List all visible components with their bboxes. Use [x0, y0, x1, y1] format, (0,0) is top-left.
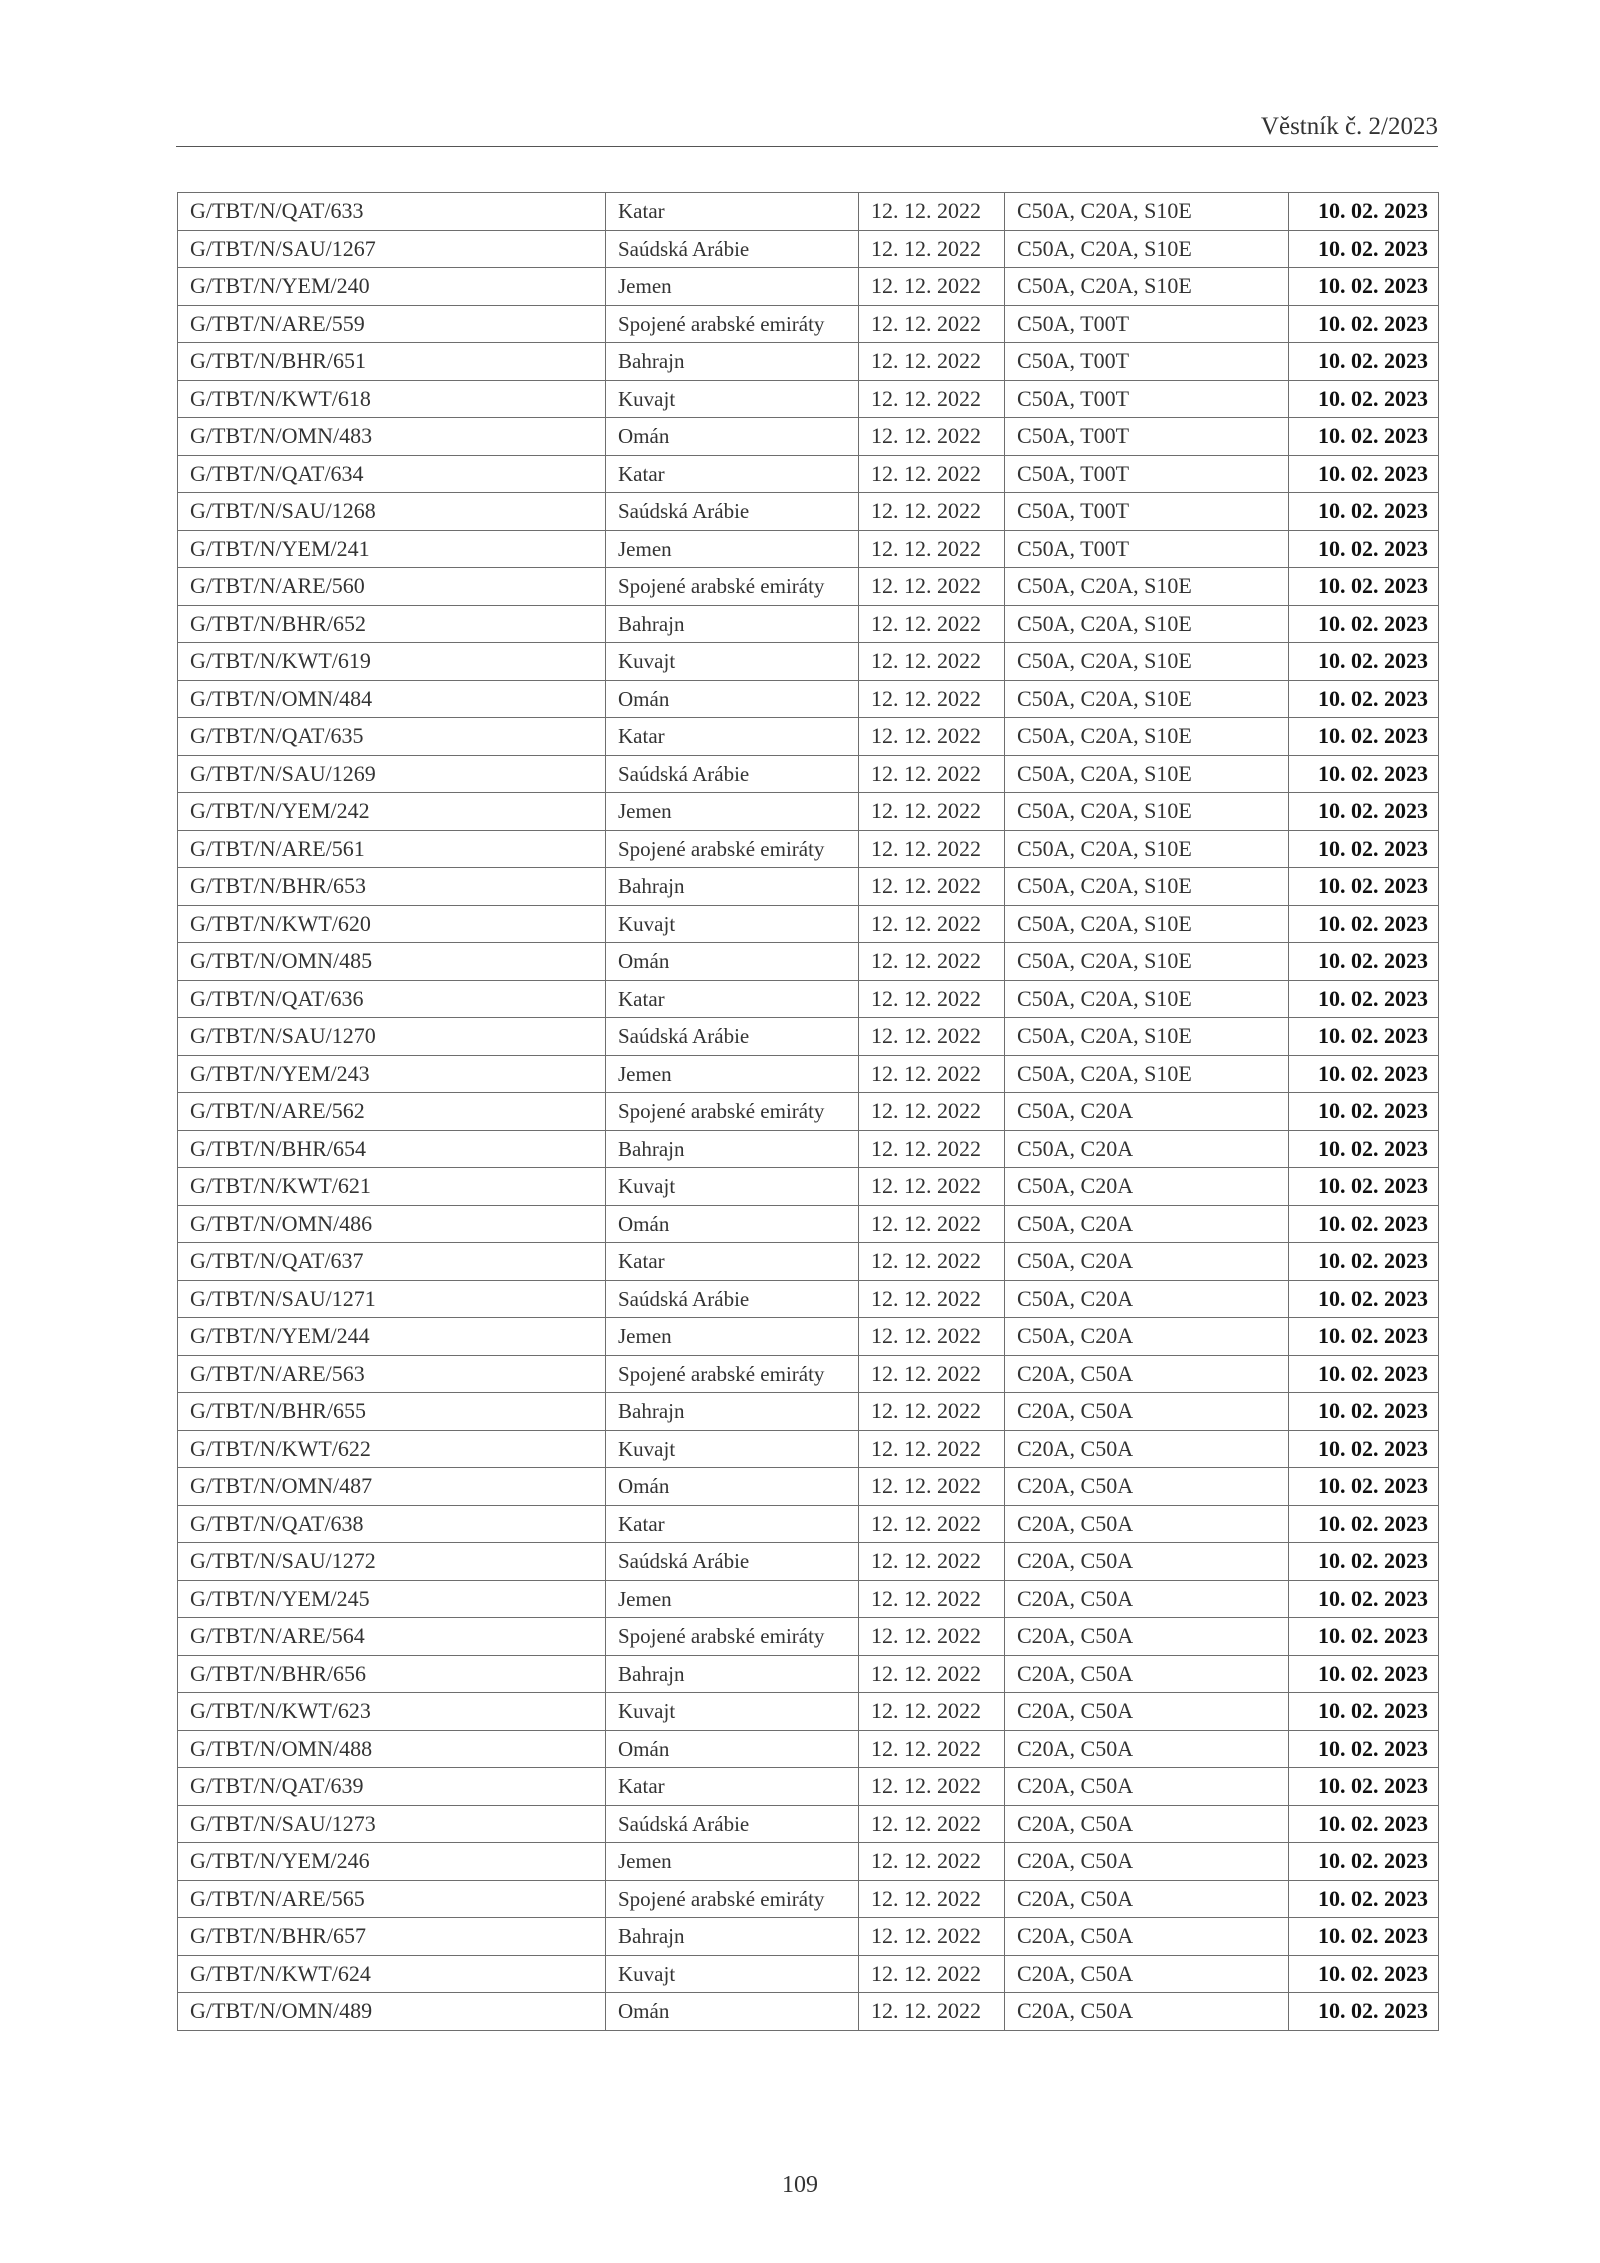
ics-codes: C20A, C50A: [1005, 1768, 1289, 1806]
notification-date: 12. 12. 2022: [859, 1130, 1005, 1168]
table-row: [178, 980, 1439, 1018]
notification-symbol: G/TBT/N/SAU/1268: [178, 493, 606, 531]
notification-symbol: G/TBT/N/ARE/563: [178, 1355, 606, 1393]
notification-symbol: G/TBT/N/ARE/561: [178, 830, 606, 868]
notification-symbol: G/TBT/N/KWT/620: [178, 905, 606, 943]
ics-codes: C50A, T00T: [1005, 418, 1289, 456]
comment-deadline: 10. 02. 2023: [1289, 718, 1439, 756]
notifications-table-body: [178, 193, 1439, 2031]
ics-codes: C20A, C50A: [1005, 1505, 1289, 1543]
page-number: 109: [782, 2172, 818, 2198]
ics-codes: C50A, C20A: [1005, 1280, 1289, 1318]
notification-date: 12. 12. 2022: [859, 1205, 1005, 1243]
notification-symbol: G/TBT/N/YEM/242: [178, 793, 606, 831]
ics-codes: C20A, C50A: [1005, 1918, 1289, 1956]
comment-deadline: 10. 02. 2023: [1289, 1768, 1439, 1806]
notification-symbol: G/TBT/N/QAT/635: [178, 718, 606, 756]
comment-deadline: 10. 02. 2023: [1289, 1655, 1439, 1693]
ics-codes: C50A, C20A, S10E: [1005, 680, 1289, 718]
table-row: [178, 1093, 1439, 1131]
notification-symbol: G/TBT/N/SAU/1272: [178, 1543, 606, 1581]
notification-symbol: G/TBT/N/KWT/619: [178, 643, 606, 681]
table-row: [178, 1505, 1439, 1543]
comment-deadline: 10. 02. 2023: [1289, 1355, 1439, 1393]
ics-codes: C50A, C20A, S10E: [1005, 1055, 1289, 1093]
member-country: Spojené arabské emiráty: [606, 1618, 859, 1656]
table-row: [178, 380, 1439, 418]
notification-date: 12. 12. 2022: [859, 980, 1005, 1018]
member-country: Saúdská Arábie: [606, 1543, 859, 1581]
member-country: Jemen: [606, 1843, 859, 1881]
notification-symbol: G/TBT/N/QAT/633: [178, 193, 606, 231]
notification-date: 12. 12. 2022: [859, 193, 1005, 231]
table-row: [178, 1243, 1439, 1281]
ics-codes: C50A, T00T: [1005, 305, 1289, 343]
table-row: [178, 530, 1439, 568]
notification-symbol: G/TBT/N/BHR/654: [178, 1130, 606, 1168]
notification-date: 12. 12. 2022: [859, 1243, 1005, 1281]
table-row: [178, 1655, 1439, 1693]
comment-deadline: 10. 02. 2023: [1289, 1955, 1439, 1993]
notification-symbol: G/TBT/N/QAT/638: [178, 1505, 606, 1543]
comment-deadline: 10. 02. 2023: [1289, 1018, 1439, 1056]
ics-codes: C50A, C20A, S10E: [1005, 718, 1289, 756]
comment-deadline: 10. 02. 2023: [1289, 1993, 1439, 2031]
member-country: Saúdská Arábie: [606, 493, 859, 531]
notification-symbol: G/TBT/N/YEM/241: [178, 530, 606, 568]
ics-codes: C20A, C50A: [1005, 1993, 1289, 2031]
ics-codes: C50A, T00T: [1005, 343, 1289, 381]
notification-symbol: G/TBT/N/ARE/560: [178, 568, 606, 606]
member-country: Katar: [606, 718, 859, 756]
comment-deadline: 10. 02. 2023: [1289, 1880, 1439, 1918]
member-country: Bahrajn: [606, 1130, 859, 1168]
notification-date: 12. 12. 2022: [859, 1805, 1005, 1843]
notification-symbol: G/TBT/N/BHR/657: [178, 1918, 606, 1956]
comment-deadline: 10. 02. 2023: [1289, 1693, 1439, 1731]
table-row: [178, 718, 1439, 756]
table-row: [178, 868, 1439, 906]
comment-deadline: 10. 02. 2023: [1289, 830, 1439, 868]
comment-deadline: 10. 02. 2023: [1289, 530, 1439, 568]
member-country: Kuvajt: [606, 643, 859, 681]
notification-date: 12. 12. 2022: [859, 1693, 1005, 1731]
table-row: [178, 230, 1439, 268]
notification-date: 12. 12. 2022: [859, 305, 1005, 343]
comment-deadline: 10. 02. 2023: [1289, 643, 1439, 681]
notification-date: 12. 12. 2022: [859, 943, 1005, 981]
notification-symbol: G/TBT/N/BHR/656: [178, 1655, 606, 1693]
member-country: Omán: [606, 1468, 859, 1506]
ics-codes: C20A, C50A: [1005, 1843, 1289, 1881]
member-country: Bahrajn: [606, 1918, 859, 1956]
comment-deadline: 10. 02. 2023: [1289, 1243, 1439, 1281]
notification-date: 12. 12. 2022: [859, 1768, 1005, 1806]
notification-date: 12. 12. 2022: [859, 905, 1005, 943]
notification-date: 12. 12. 2022: [859, 1505, 1005, 1543]
table-row: [178, 1880, 1439, 1918]
member-country: Spojené arabské emiráty: [606, 1355, 859, 1393]
notification-date: 12. 12. 2022: [859, 418, 1005, 456]
notification-symbol: G/TBT/N/OMN/488: [178, 1730, 606, 1768]
ics-codes: C20A, C50A: [1005, 1430, 1289, 1468]
member-country: Saúdská Arábie: [606, 1280, 859, 1318]
member-country: Omán: [606, 680, 859, 718]
member-country: Kuvajt: [606, 1430, 859, 1468]
notification-date: 12. 12. 2022: [859, 1655, 1005, 1693]
ics-codes: C20A, C50A: [1005, 1543, 1289, 1581]
ics-codes: C50A, T00T: [1005, 493, 1289, 531]
notification-symbol: G/TBT/N/SAU/1269: [178, 755, 606, 793]
notification-symbol: G/TBT/N/ARE/559: [178, 305, 606, 343]
member-country: Saúdská Arábie: [606, 1018, 859, 1056]
notification-date: 12. 12. 2022: [859, 1580, 1005, 1618]
table-row: [178, 343, 1439, 381]
notification-date: 12. 12. 2022: [859, 493, 1005, 531]
member-country: Kuvajt: [606, 1168, 859, 1206]
member-country: Jemen: [606, 793, 859, 831]
member-country: Katar: [606, 980, 859, 1018]
ics-codes: C50A, C20A, S10E: [1005, 268, 1289, 306]
table-row: [178, 643, 1439, 681]
table-row: [178, 830, 1439, 868]
member-country: Jemen: [606, 1580, 859, 1618]
ics-codes: C20A, C50A: [1005, 1955, 1289, 1993]
notification-symbol: G/TBT/N/YEM/243: [178, 1055, 606, 1093]
table-row: [178, 268, 1439, 306]
comment-deadline: 10. 02. 2023: [1289, 1393, 1439, 1431]
notification-symbol: G/TBT/N/BHR/655: [178, 1393, 606, 1431]
ics-codes: C20A, C50A: [1005, 1355, 1289, 1393]
member-country: Spojené arabské emiráty: [606, 305, 859, 343]
table-row: [178, 1280, 1439, 1318]
notification-symbol: G/TBT/N/BHR/652: [178, 605, 606, 643]
comment-deadline: 10. 02. 2023: [1289, 568, 1439, 606]
member-country: Omán: [606, 1730, 859, 1768]
comment-deadline: 10. 02. 2023: [1289, 755, 1439, 793]
notification-date: 12. 12. 2022: [859, 1430, 1005, 1468]
page-header: [176, 112, 1438, 147]
notification-date: 12. 12. 2022: [859, 1843, 1005, 1881]
comment-deadline: 10. 02. 2023: [1289, 905, 1439, 943]
member-country: Spojené arabské emiráty: [606, 568, 859, 606]
notification-symbol: G/TBT/N/SAU/1273: [178, 1805, 606, 1843]
comment-deadline: 10. 02. 2023: [1289, 793, 1439, 831]
notification-symbol: G/TBT/N/SAU/1271: [178, 1280, 606, 1318]
ics-codes: C20A, C50A: [1005, 1805, 1289, 1843]
table-row: [178, 493, 1439, 531]
table-row: [178, 905, 1439, 943]
comment-deadline: 10. 02. 2023: [1289, 1280, 1439, 1318]
notification-date: 12. 12. 2022: [859, 1543, 1005, 1581]
notification-date: 12. 12. 2022: [859, 1018, 1005, 1056]
member-country: Jemen: [606, 530, 859, 568]
member-country: Jemen: [606, 268, 859, 306]
member-country: Jemen: [606, 1055, 859, 1093]
ics-codes: C50A, C20A: [1005, 1243, 1289, 1281]
table-row: [178, 1955, 1439, 1993]
comment-deadline: 10. 02. 2023: [1289, 1918, 1439, 1956]
member-country: Saúdská Arábie: [606, 755, 859, 793]
comment-deadline: 10. 02. 2023: [1289, 943, 1439, 981]
ics-codes: C20A, C50A: [1005, 1618, 1289, 1656]
member-country: Bahrajn: [606, 343, 859, 381]
ics-codes: C50A, C20A, S10E: [1005, 755, 1289, 793]
member-country: Jemen: [606, 1318, 859, 1356]
member-country: Bahrajn: [606, 1393, 859, 1431]
member-country: Omán: [606, 1993, 859, 2031]
member-country: Saúdská Arábie: [606, 230, 859, 268]
ics-codes: C20A, C50A: [1005, 1580, 1289, 1618]
notification-symbol: G/TBT/N/QAT/634: [178, 455, 606, 493]
table-row: [178, 568, 1439, 606]
member-country: Bahrajn: [606, 868, 859, 906]
table-row: [178, 1618, 1439, 1656]
notification-date: 12. 12. 2022: [859, 718, 1005, 756]
comment-deadline: 10. 02. 2023: [1289, 305, 1439, 343]
table-row: [178, 1168, 1439, 1206]
notifications-table: [177, 192, 1439, 2031]
comment-deadline: 10. 02. 2023: [1289, 268, 1439, 306]
member-country: Katar: [606, 455, 859, 493]
ics-codes: C50A, C20A, S10E: [1005, 943, 1289, 981]
ics-codes: C50A, T00T: [1005, 380, 1289, 418]
table-row: [178, 1843, 1439, 1881]
notification-symbol: G/TBT/N/OMN/484: [178, 680, 606, 718]
comment-deadline: 10. 02. 2023: [1289, 1468, 1439, 1506]
notification-symbol: G/TBT/N/YEM/246: [178, 1843, 606, 1881]
notification-symbol: G/TBT/N/YEM/240: [178, 268, 606, 306]
comment-deadline: 10. 02. 2023: [1289, 1130, 1439, 1168]
notification-date: 12. 12. 2022: [859, 755, 1005, 793]
member-country: Omán: [606, 1205, 859, 1243]
table-row: [178, 1730, 1439, 1768]
notification-date: 12. 12. 2022: [859, 1318, 1005, 1356]
comment-deadline: 10. 02. 2023: [1289, 193, 1439, 231]
table-row: [178, 1205, 1439, 1243]
ics-codes: C50A, C20A, S10E: [1005, 1018, 1289, 1056]
member-country: Kuvajt: [606, 1693, 859, 1731]
ics-codes: C50A, C20A: [1005, 1093, 1289, 1131]
member-country: Katar: [606, 1505, 859, 1543]
table-row: [178, 455, 1439, 493]
ics-codes: C50A, C20A, S10E: [1005, 793, 1289, 831]
notification-symbol: G/TBT/N/KWT/624: [178, 1955, 606, 1993]
notification-date: 12. 12. 2022: [859, 1730, 1005, 1768]
notification-date: 12. 12. 2022: [859, 868, 1005, 906]
notification-symbol: G/TBT/N/QAT/636: [178, 980, 606, 1018]
comment-deadline: 10. 02. 2023: [1289, 1730, 1439, 1768]
table-row: [178, 1355, 1439, 1393]
notification-date: 12. 12. 2022: [859, 268, 1005, 306]
notification-symbol: G/TBT/N/KWT/622: [178, 1430, 606, 1468]
ics-codes: C20A, C50A: [1005, 1880, 1289, 1918]
notification-date: 12. 12. 2022: [859, 1993, 1005, 2031]
ics-codes: C50A, T00T: [1005, 455, 1289, 493]
ics-codes: C50A, C20A, S10E: [1005, 868, 1289, 906]
table-row: [178, 1430, 1439, 1468]
comment-deadline: 10. 02. 2023: [1289, 1843, 1439, 1881]
table-row: [178, 1318, 1439, 1356]
member-country: Katar: [606, 1243, 859, 1281]
table-row: [178, 1918, 1439, 1956]
ics-codes: C50A, C20A, S10E: [1005, 643, 1289, 681]
comment-deadline: 10. 02. 2023: [1289, 1168, 1439, 1206]
member-country: Kuvajt: [606, 905, 859, 943]
notification-date: 12. 12. 2022: [859, 1393, 1005, 1431]
table-row: [178, 305, 1439, 343]
notification-date: 12. 12. 2022: [859, 793, 1005, 831]
ics-codes: C50A, C20A, S10E: [1005, 905, 1289, 943]
notification-date: 12. 12. 2022: [859, 1055, 1005, 1093]
notification-date: 12. 12. 2022: [859, 1093, 1005, 1131]
table-row: [178, 605, 1439, 643]
notification-date: 12. 12. 2022: [859, 455, 1005, 493]
comment-deadline: 10. 02. 2023: [1289, 1580, 1439, 1618]
table-row: [178, 1393, 1439, 1431]
table-row: [178, 1580, 1439, 1618]
notification-symbol: G/TBT/N/OMN/483: [178, 418, 606, 456]
comment-deadline: 10. 02. 2023: [1289, 493, 1439, 531]
comment-deadline: 10. 02. 2023: [1289, 1093, 1439, 1131]
table-row: [178, 793, 1439, 831]
notification-date: 12. 12. 2022: [859, 1280, 1005, 1318]
table-row: [178, 1768, 1439, 1806]
ics-codes: C50A, C20A, S10E: [1005, 568, 1289, 606]
table-row: [178, 1018, 1439, 1056]
comment-deadline: 10. 02. 2023: [1289, 868, 1439, 906]
comment-deadline: 10. 02. 2023: [1289, 380, 1439, 418]
comment-deadline: 10. 02. 2023: [1289, 455, 1439, 493]
notification-date: 12. 12. 2022: [859, 1618, 1005, 1656]
ics-codes: C20A, C50A: [1005, 1730, 1289, 1768]
notification-symbol: G/TBT/N/KWT/623: [178, 1693, 606, 1731]
notification-date: 12. 12. 2022: [859, 380, 1005, 418]
member-country: Bahrajn: [606, 1655, 859, 1693]
notification-symbol: G/TBT/N/OMN/486: [178, 1205, 606, 1243]
member-country: Omán: [606, 943, 859, 981]
ics-codes: C50A, C20A: [1005, 1168, 1289, 1206]
ics-codes: C50A, C20A: [1005, 1130, 1289, 1168]
comment-deadline: 10. 02. 2023: [1289, 343, 1439, 381]
table-row: [178, 193, 1439, 231]
ics-codes: C50A, C20A, S10E: [1005, 980, 1289, 1018]
ics-codes: C20A, C50A: [1005, 1468, 1289, 1506]
member-country: Spojené arabské emiráty: [606, 1093, 859, 1131]
comment-deadline: 10. 02. 2023: [1289, 1430, 1439, 1468]
notification-date: 12. 12. 2022: [859, 680, 1005, 718]
notification-symbol: G/TBT/N/QAT/637: [178, 1243, 606, 1281]
member-country: Kuvajt: [606, 1955, 859, 1993]
table-row: [178, 1805, 1439, 1843]
notification-date: 12. 12. 2022: [859, 343, 1005, 381]
member-country: Katar: [606, 193, 859, 231]
ics-codes: C50A, T00T: [1005, 530, 1289, 568]
member-country: Omán: [606, 418, 859, 456]
notification-symbol: G/TBT/N/OMN/489: [178, 1993, 606, 2031]
notification-date: 12. 12. 2022: [859, 830, 1005, 868]
notification-symbol: G/TBT/N/ARE/564: [178, 1618, 606, 1656]
notification-symbol: G/TBT/N/KWT/618: [178, 380, 606, 418]
member-country: Katar: [606, 1768, 859, 1806]
ics-codes: C50A, C20A: [1005, 1205, 1289, 1243]
table-row: [178, 418, 1439, 456]
notification-symbol: G/TBT/N/BHR/651: [178, 343, 606, 381]
member-country: Bahrajn: [606, 605, 859, 643]
notification-symbol: G/TBT/N/SAU/1267: [178, 230, 606, 268]
notification-symbol: G/TBT/N/QAT/639: [178, 1768, 606, 1806]
notification-symbol: G/TBT/N/YEM/245: [178, 1580, 606, 1618]
bulletin-title: Věstník č. 2/2023: [1260, 113, 1438, 140]
notification-symbol: G/TBT/N/OMN/487: [178, 1468, 606, 1506]
comment-deadline: 10. 02. 2023: [1289, 1505, 1439, 1543]
member-country: Saúdská Arábie: [606, 1805, 859, 1843]
notification-date: 12. 12. 2022: [859, 1468, 1005, 1506]
comment-deadline: 10. 02. 2023: [1289, 1618, 1439, 1656]
notification-date: 12. 12. 2022: [859, 1880, 1005, 1918]
notification-date: 12. 12. 2022: [859, 1955, 1005, 1993]
table-row: [178, 943, 1439, 981]
notification-date: 12. 12. 2022: [859, 230, 1005, 268]
ics-codes: C50A, C20A, S10E: [1005, 193, 1289, 231]
member-country: Kuvajt: [606, 380, 859, 418]
notification-date: 12. 12. 2022: [859, 530, 1005, 568]
comment-deadline: 10. 02. 2023: [1289, 680, 1439, 718]
notification-date: 12. 12. 2022: [859, 1918, 1005, 1956]
notification-symbol: G/TBT/N/OMN/485: [178, 943, 606, 981]
ics-codes: C50A, C20A: [1005, 1318, 1289, 1356]
comment-deadline: 10. 02. 2023: [1289, 1805, 1439, 1843]
notification-symbol: G/TBT/N/ARE/565: [178, 1880, 606, 1918]
comment-deadline: 10. 02. 2023: [1289, 230, 1439, 268]
comment-deadline: 10. 02. 2023: [1289, 1318, 1439, 1356]
notification-date: 12. 12. 2022: [859, 605, 1005, 643]
table-row: [178, 1468, 1439, 1506]
notification-symbol: G/TBT/N/KWT/621: [178, 1168, 606, 1206]
ics-codes: C20A, C50A: [1005, 1655, 1289, 1693]
ics-codes: C20A, C50A: [1005, 1693, 1289, 1731]
member-country: Spojené arabské emiráty: [606, 1880, 859, 1918]
table-row: [178, 680, 1439, 718]
table-row: [178, 755, 1439, 793]
notification-date: 12. 12. 2022: [859, 643, 1005, 681]
ics-codes: C50A, C20A, S10E: [1005, 830, 1289, 868]
comment-deadline: 10. 02. 2023: [1289, 1543, 1439, 1581]
comment-deadline: 10. 02. 2023: [1289, 980, 1439, 1018]
table-row: [178, 1543, 1439, 1581]
table-row: [178, 1693, 1439, 1731]
comment-deadline: 10. 02. 2023: [1289, 1055, 1439, 1093]
notification-symbol: G/TBT/N/BHR/653: [178, 868, 606, 906]
notification-date: 12. 12. 2022: [859, 1355, 1005, 1393]
table-row: [178, 1993, 1439, 2031]
notification-symbol: G/TBT/N/ARE/562: [178, 1093, 606, 1131]
ics-codes: C50A, C20A, S10E: [1005, 605, 1289, 643]
comment-deadline: 10. 02. 2023: [1289, 605, 1439, 643]
comment-deadline: 10. 02. 2023: [1289, 418, 1439, 456]
ics-codes: C20A, C50A: [1005, 1393, 1289, 1431]
notification-date: 12. 12. 2022: [859, 1168, 1005, 1206]
notification-symbol: G/TBT/N/YEM/244: [178, 1318, 606, 1356]
comment-deadline: 10. 02. 2023: [1289, 1205, 1439, 1243]
notification-date: 12. 12. 2022: [859, 568, 1005, 606]
table-row: [178, 1130, 1439, 1168]
member-country: Spojené arabské emiráty: [606, 830, 859, 868]
table-row: [178, 1055, 1439, 1093]
notification-symbol: G/TBT/N/SAU/1270: [178, 1018, 606, 1056]
ics-codes: C50A, C20A, S10E: [1005, 230, 1289, 268]
